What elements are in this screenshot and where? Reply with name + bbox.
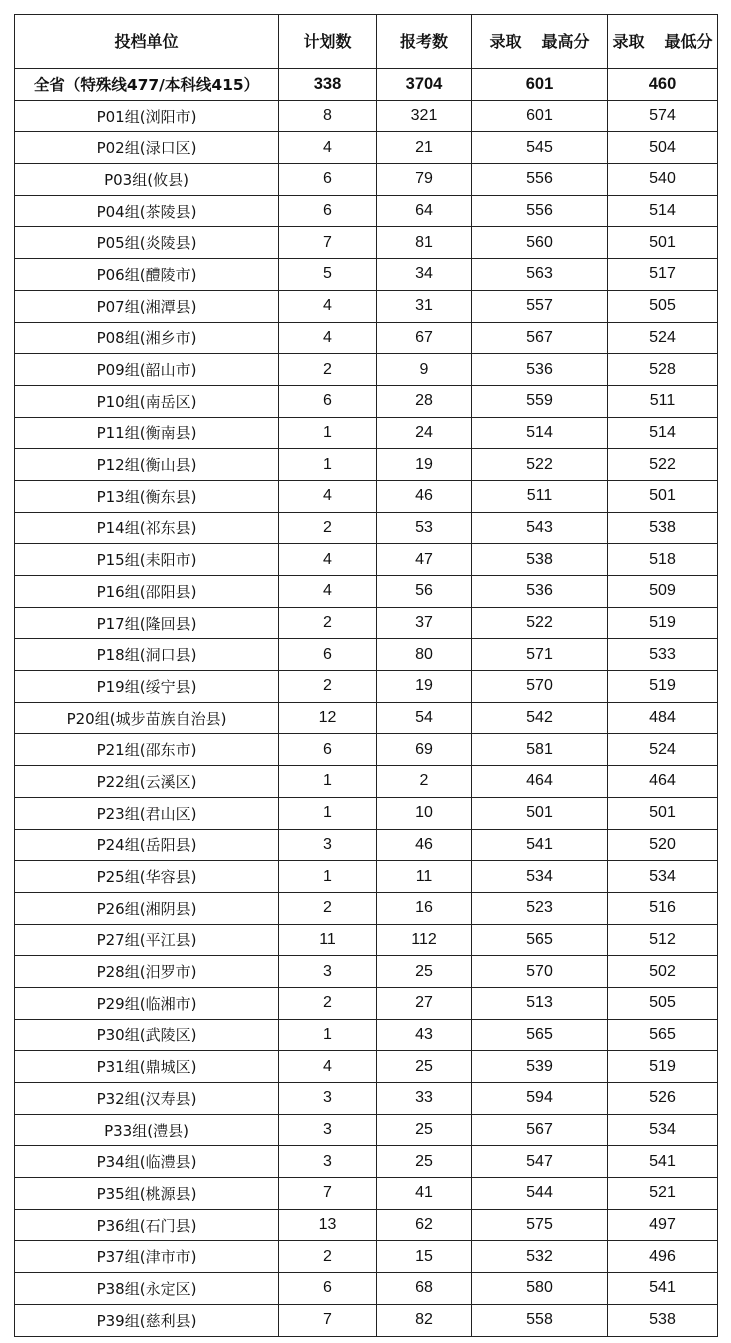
cell-min-score: 538 [608, 512, 718, 544]
cell-unit: P03组(攸县) [15, 164, 279, 196]
cell-min-score: 528 [608, 354, 718, 386]
cell-plan: 1 [279, 449, 377, 481]
table-row [15, 987, 718, 1019]
cell-unit: P37组(津市市) [15, 1241, 279, 1273]
table-row [15, 702, 718, 734]
cell-max-score: 514 [472, 417, 608, 449]
cell-unit: P09组(韶山市) [15, 354, 279, 386]
cell-plan: 4 [279, 290, 377, 322]
cell-applicants: 37 [377, 607, 472, 639]
cell-plan: 1 [279, 861, 377, 893]
table-row [15, 1019, 718, 1051]
header-max-score-label-b: 最高分 [541, 31, 590, 51]
table-row [15, 1146, 718, 1178]
table-row [15, 924, 718, 956]
cell-unit: P06组(醴陵市) [15, 259, 279, 291]
cell-applicants: 31 [377, 290, 472, 322]
cell-applicants: 19 [377, 671, 472, 703]
table-row [15, 227, 718, 259]
table-row [15, 480, 718, 512]
cell-unit: P36组(石门县) [15, 1209, 279, 1241]
header-max-score-label-a: 录取 [489, 31, 522, 51]
cell-min-score: 484 [608, 702, 718, 734]
cell-applicants: 56 [377, 576, 472, 608]
table-header [15, 15, 718, 69]
cell-applicants: 54 [377, 702, 472, 734]
cell-unit: P14组(祁东县) [15, 512, 279, 544]
cell-applicants: 64 [377, 195, 472, 227]
cell-unit: P20组(城步苗族自治县) [15, 702, 279, 734]
cell-unit: P39组(慈利县) [15, 1304, 279, 1336]
cell-max-score: 560 [472, 227, 608, 259]
table-row [15, 259, 718, 291]
cell-plan: 6 [279, 639, 377, 671]
table-row [15, 512, 718, 544]
table-row [15, 607, 718, 639]
cell-min-score: 519 [608, 607, 718, 639]
cell-min-score: 509 [608, 576, 718, 608]
cell-plan: 2 [279, 1241, 377, 1273]
cell-plan: 3 [279, 956, 377, 988]
cell-plan: 4 [279, 544, 377, 576]
cell-min-score: 460 [608, 69, 718, 101]
cell-plan: 6 [279, 195, 377, 227]
table-row [15, 1304, 718, 1336]
cell-applicants: 34 [377, 259, 472, 291]
cell-applicants: 41 [377, 1178, 472, 1210]
cell-unit: P10组(南岳区) [15, 385, 279, 417]
cell-unit: 全省（特殊线477/本科线415） [15, 69, 279, 101]
header-plan: 计划数 [279, 15, 377, 69]
header-min-score-label-a: 录取 [612, 31, 645, 51]
cell-applicants: 47 [377, 544, 472, 576]
table-row [15, 576, 718, 608]
table-row [15, 829, 718, 861]
table-row [15, 639, 718, 671]
cell-plan: 7 [279, 227, 377, 259]
cell-max-score: 559 [472, 385, 608, 417]
cell-max-score: 501 [472, 797, 608, 829]
cell-max-score: 601 [472, 69, 608, 101]
cell-min-score: 464 [608, 766, 718, 798]
cell-min-score: 518 [608, 544, 718, 576]
cell-min-score: 516 [608, 892, 718, 924]
cell-unit: P33组(澧县) [15, 1114, 279, 1146]
cell-max-score: 541 [472, 829, 608, 861]
cell-min-score: 502 [608, 956, 718, 988]
cell-unit: P38组(永定区) [15, 1273, 279, 1305]
cell-min-score: 540 [608, 164, 718, 196]
cell-unit: P12组(衡山县) [15, 449, 279, 481]
cell-plan: 6 [279, 385, 377, 417]
cell-applicants: 46 [377, 829, 472, 861]
cell-plan: 5 [279, 259, 377, 291]
cell-plan: 3 [279, 1083, 377, 1115]
cell-min-score: 501 [608, 227, 718, 259]
cell-max-score: 556 [472, 195, 608, 227]
cell-unit: P22组(云溪区) [15, 766, 279, 798]
cell-plan: 3 [279, 1146, 377, 1178]
table-row [15, 354, 718, 386]
table-row [15, 544, 718, 576]
cell-max-score: 557 [472, 290, 608, 322]
header-min-score [608, 15, 718, 69]
cell-min-score: 514 [608, 417, 718, 449]
cell-plan: 2 [279, 892, 377, 924]
cell-applicants: 25 [377, 1114, 472, 1146]
table-row [15, 1241, 718, 1273]
cell-applicants: 27 [377, 987, 472, 1019]
table-row [15, 797, 718, 829]
cell-applicants: 28 [377, 385, 472, 417]
cell-plan: 338 [279, 69, 377, 101]
cell-min-score: 505 [608, 290, 718, 322]
cell-unit: P28组(汨罗市) [15, 956, 279, 988]
table-body [15, 69, 718, 1337]
cell-max-score: 544 [472, 1178, 608, 1210]
cell-unit: P02组(渌口区) [15, 132, 279, 164]
cell-applicants: 79 [377, 164, 472, 196]
cell-min-score: 504 [608, 132, 718, 164]
cell-max-score: 464 [472, 766, 608, 798]
cell-plan: 4 [279, 132, 377, 164]
cell-plan: 4 [279, 576, 377, 608]
cell-unit: P01组(浏阳市) [15, 100, 279, 132]
cell-applicants: 21 [377, 132, 472, 164]
cell-applicants: 33 [377, 1083, 472, 1115]
cell-unit: P04组(茶陵县) [15, 195, 279, 227]
cell-unit: P26组(湘阴县) [15, 892, 279, 924]
cell-max-score: 542 [472, 702, 608, 734]
cell-max-score: 594 [472, 1083, 608, 1115]
cell-max-score: 547 [472, 1146, 608, 1178]
cell-unit: P32组(汉寿县) [15, 1083, 279, 1115]
cell-min-score: 501 [608, 797, 718, 829]
cell-min-score: 505 [608, 987, 718, 1019]
cell-applicants: 15 [377, 1241, 472, 1273]
table-row [15, 1083, 718, 1115]
cell-min-score: 519 [608, 1051, 718, 1083]
table-row [15, 1051, 718, 1083]
cell-unit: P27组(平江县) [15, 924, 279, 956]
header-applicants: 报考数 [377, 15, 472, 69]
cell-applicants: 321 [377, 100, 472, 132]
table-row [15, 892, 718, 924]
cell-min-score: 534 [608, 1114, 718, 1146]
cell-plan: 1 [279, 766, 377, 798]
header-min-score-label-b: 最低分 [664, 31, 713, 51]
cell-unit: P25组(华容县) [15, 861, 279, 893]
cell-max-score: 575 [472, 1209, 608, 1241]
cell-unit: P15组(耒阳市) [15, 544, 279, 576]
cell-max-score: 511 [472, 480, 608, 512]
cell-min-score: 520 [608, 829, 718, 861]
cell-plan: 3 [279, 829, 377, 861]
cell-plan: 7 [279, 1304, 377, 1336]
cell-unit: P24组(岳阳县) [15, 829, 279, 861]
cell-applicants: 9 [377, 354, 472, 386]
cell-max-score: 523 [472, 892, 608, 924]
cell-unit: P13组(衡东县) [15, 480, 279, 512]
cell-min-score: 521 [608, 1178, 718, 1210]
table-row [15, 734, 718, 766]
cell-unit: P18组(洞口县) [15, 639, 279, 671]
cell-applicants: 82 [377, 1304, 472, 1336]
cell-min-score: 541 [608, 1273, 718, 1305]
cell-unit: P11组(衡南县) [15, 417, 279, 449]
table-row [15, 417, 718, 449]
header-unit: 投档单位 [15, 15, 279, 69]
cell-max-score: 532 [472, 1241, 608, 1273]
table-row [15, 861, 718, 893]
cell-applicants: 3704 [377, 69, 472, 101]
cell-applicants: 80 [377, 639, 472, 671]
cell-max-score: 539 [472, 1051, 608, 1083]
cell-max-score: 536 [472, 354, 608, 386]
cell-unit: P05组(炎陵县) [15, 227, 279, 259]
cell-unit: P29组(临湘市) [15, 987, 279, 1019]
cell-plan: 8 [279, 100, 377, 132]
cell-applicants: 46 [377, 480, 472, 512]
cell-max-score: 601 [472, 100, 608, 132]
cell-applicants: 67 [377, 322, 472, 354]
cell-unit: P08组(湘乡市) [15, 322, 279, 354]
cell-plan: 1 [279, 417, 377, 449]
cell-max-score: 513 [472, 987, 608, 1019]
cell-min-score: 524 [608, 322, 718, 354]
cell-applicants: 11 [377, 861, 472, 893]
table-row [15, 195, 718, 227]
cell-unit: P19组(绥宁县) [15, 671, 279, 703]
cell-max-score: 538 [472, 544, 608, 576]
cell-plan: 6 [279, 734, 377, 766]
cell-max-score: 543 [472, 512, 608, 544]
cell-min-score: 497 [608, 1209, 718, 1241]
cell-max-score: 536 [472, 576, 608, 608]
cell-max-score: 563 [472, 259, 608, 291]
cell-applicants: 43 [377, 1019, 472, 1051]
table-row [15, 1209, 718, 1241]
cell-applicants: 10 [377, 797, 472, 829]
cell-applicants: 24 [377, 417, 472, 449]
cell-plan: 6 [279, 1273, 377, 1305]
cell-applicants: 81 [377, 227, 472, 259]
cell-unit: P07组(湘潭县) [15, 290, 279, 322]
cell-max-score: 534 [472, 861, 608, 893]
table-row-total [15, 69, 718, 101]
cell-min-score: 524 [608, 734, 718, 766]
table-row [15, 290, 718, 322]
cell-applicants: 25 [377, 956, 472, 988]
cell-plan: 1 [279, 1019, 377, 1051]
table-row [15, 671, 718, 703]
cell-min-score: 519 [608, 671, 718, 703]
cell-min-score: 574 [608, 100, 718, 132]
cell-min-score: 496 [608, 1241, 718, 1273]
admission-table [14, 14, 718, 1337]
cell-unit: P31组(鼎城区) [15, 1051, 279, 1083]
cell-plan: 2 [279, 607, 377, 639]
cell-plan: 4 [279, 322, 377, 354]
cell-plan: 13 [279, 1209, 377, 1241]
cell-max-score: 522 [472, 607, 608, 639]
cell-applicants: 25 [377, 1146, 472, 1178]
cell-max-score: 522 [472, 449, 608, 481]
cell-applicants: 16 [377, 892, 472, 924]
cell-plan: 2 [279, 354, 377, 386]
table-row [15, 1178, 718, 1210]
cell-applicants: 68 [377, 1273, 472, 1305]
cell-min-score: 565 [608, 1019, 718, 1051]
cell-max-score: 556 [472, 164, 608, 196]
table-row [15, 132, 718, 164]
cell-max-score: 570 [472, 956, 608, 988]
cell-plan: 2 [279, 512, 377, 544]
cell-min-score: 514 [608, 195, 718, 227]
cell-min-score: 534 [608, 861, 718, 893]
cell-applicants: 69 [377, 734, 472, 766]
cell-min-score: 512 [608, 924, 718, 956]
table-row [15, 100, 718, 132]
admission-table-sheet [14, 14, 718, 1337]
cell-max-score: 567 [472, 322, 608, 354]
table-row [15, 449, 718, 481]
cell-max-score: 565 [472, 1019, 608, 1051]
cell-min-score: 501 [608, 480, 718, 512]
table-row [15, 164, 718, 196]
cell-max-score: 581 [472, 734, 608, 766]
cell-min-score: 541 [608, 1146, 718, 1178]
table-row [15, 322, 718, 354]
table-row [15, 1114, 718, 1146]
cell-plan: 2 [279, 671, 377, 703]
cell-min-score: 522 [608, 449, 718, 481]
cell-plan: 4 [279, 1051, 377, 1083]
cell-unit: P16组(邵阳县) [15, 576, 279, 608]
cell-plan: 2 [279, 987, 377, 1019]
cell-unit: P30组(武陵区) [15, 1019, 279, 1051]
cell-applicants: 53 [377, 512, 472, 544]
cell-plan: 12 [279, 702, 377, 734]
cell-plan: 4 [279, 480, 377, 512]
table-row [15, 956, 718, 988]
table-row [15, 766, 718, 798]
cell-plan: 11 [279, 924, 377, 956]
cell-min-score: 538 [608, 1304, 718, 1336]
cell-unit: P17组(隆回县) [15, 607, 279, 639]
cell-plan: 1 [279, 797, 377, 829]
table-row [15, 385, 718, 417]
cell-applicants: 112 [377, 924, 472, 956]
cell-unit: P23组(君山区) [15, 797, 279, 829]
cell-min-score: 526 [608, 1083, 718, 1115]
cell-plan: 7 [279, 1178, 377, 1210]
cell-max-score: 558 [472, 1304, 608, 1336]
cell-applicants: 19 [377, 449, 472, 481]
table-row [15, 1273, 718, 1305]
cell-unit: P21组(邵东市) [15, 734, 279, 766]
cell-min-score: 511 [608, 385, 718, 417]
cell-unit: P34组(临澧县) [15, 1146, 279, 1178]
cell-max-score: 571 [472, 639, 608, 671]
cell-max-score: 545 [472, 132, 608, 164]
cell-min-score: 517 [608, 259, 718, 291]
cell-max-score: 565 [472, 924, 608, 956]
cell-applicants: 25 [377, 1051, 472, 1083]
cell-max-score: 567 [472, 1114, 608, 1146]
cell-unit: P35组(桃源县) [15, 1178, 279, 1210]
cell-applicants: 2 [377, 766, 472, 798]
cell-plan: 6 [279, 164, 377, 196]
cell-max-score: 580 [472, 1273, 608, 1305]
cell-min-score: 533 [608, 639, 718, 671]
header-max-score [472, 15, 608, 69]
cell-plan: 3 [279, 1114, 377, 1146]
cell-applicants: 62 [377, 1209, 472, 1241]
header-row [15, 15, 718, 69]
cell-max-score: 570 [472, 671, 608, 703]
